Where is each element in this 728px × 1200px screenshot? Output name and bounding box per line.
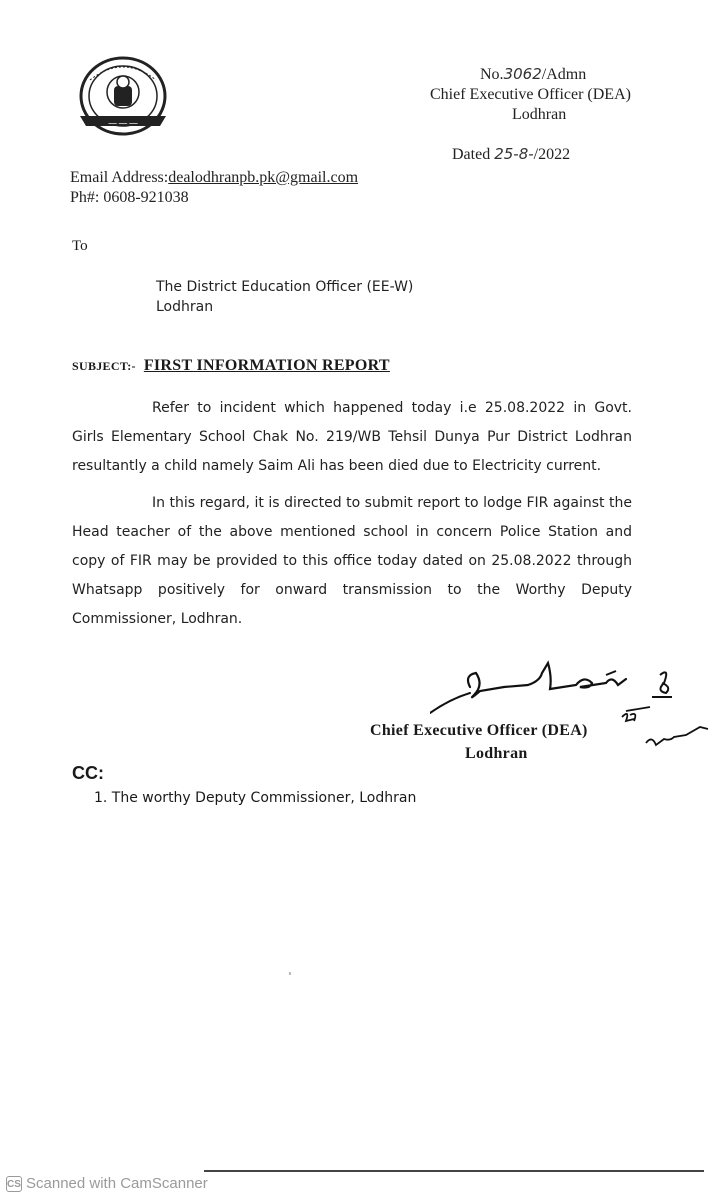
dated-suffix: /2022: [533, 146, 571, 163]
ref-prefix: No.: [480, 66, 504, 83]
phone-line: [70, 188, 189, 208]
handwritten-signature: [430, 655, 720, 759]
subject-line: [72, 357, 390, 375]
dated-handwritten: 25-8-: [494, 145, 534, 163]
cc-label: CC:: [72, 763, 104, 783]
scan-speck: [289, 972, 291, 975]
recipient-line-2: Lodhran: [156, 299, 214, 315]
camscanner-icon: CS: [6, 1176, 22, 1192]
body-paragraph-1: Refer to incident which happened today i.e 25.08.2022 in Govt. Girls Elementary School Chak No. 219/WB Tehsil Dunya Pur District Lodhran resultantly a child namely Saim Ali has been died due to Electricity current.: [72, 400, 632, 474]
camscanner-watermark: [6, 1175, 208, 1192]
office-city: Lodhran: [512, 106, 567, 123]
camscanner-text: Scanned with CamScanner: [26, 1175, 208, 1192]
dated-prefix: Dated: [452, 146, 491, 163]
bottom-rule: [204, 1170, 704, 1172]
phone-label: Ph#:: [70, 189, 100, 206]
office-title: Chief Executive Officer (DEA): [430, 86, 631, 103]
cc-item: 1. The worthy Deputy Commissioner, Lodhran: [94, 790, 417, 806]
to-label: To: [72, 238, 88, 254]
phone-number: 0608-921038: [103, 189, 189, 206]
email-line: [70, 168, 358, 188]
department-seal-logo: [68, 52, 178, 144]
ref-suffix: /Admn: [541, 66, 587, 83]
recipient-line-1: The District Education Officer (EE-W): [156, 279, 414, 295]
signature-title: Chief Executive Officer (DEA): [370, 722, 588, 739]
letter-body: [72, 394, 632, 634]
subject-text: FIRST INFORMATION REPORT: [143, 357, 390, 374]
reference-number: [480, 64, 586, 85]
email-address[interactable]: dealodhranpb.pk@gmail.com: [168, 169, 359, 186]
signature-city: Lodhran: [465, 745, 528, 762]
email-label: Email Address:: [70, 169, 169, 186]
subject-label: SUBJECT:-: [72, 359, 136, 373]
body-paragraph-2: In this regard, it is directed to submit report to lodge FIR against the Head teacher of the above mentioned school in concern Police Station and copy of FIR may be provided to this office today dated on 25.08.2022 through Whatsapp positively for onward transmission to the Worthy Deputy Commissioner, Lodhran.: [72, 495, 632, 627]
svg-text:ــــ ــــ ــــ: ــــ ــــ ــــ: [108, 118, 138, 126]
dated-line: [452, 144, 570, 165]
ref-handwritten: 3062: [503, 65, 542, 83]
